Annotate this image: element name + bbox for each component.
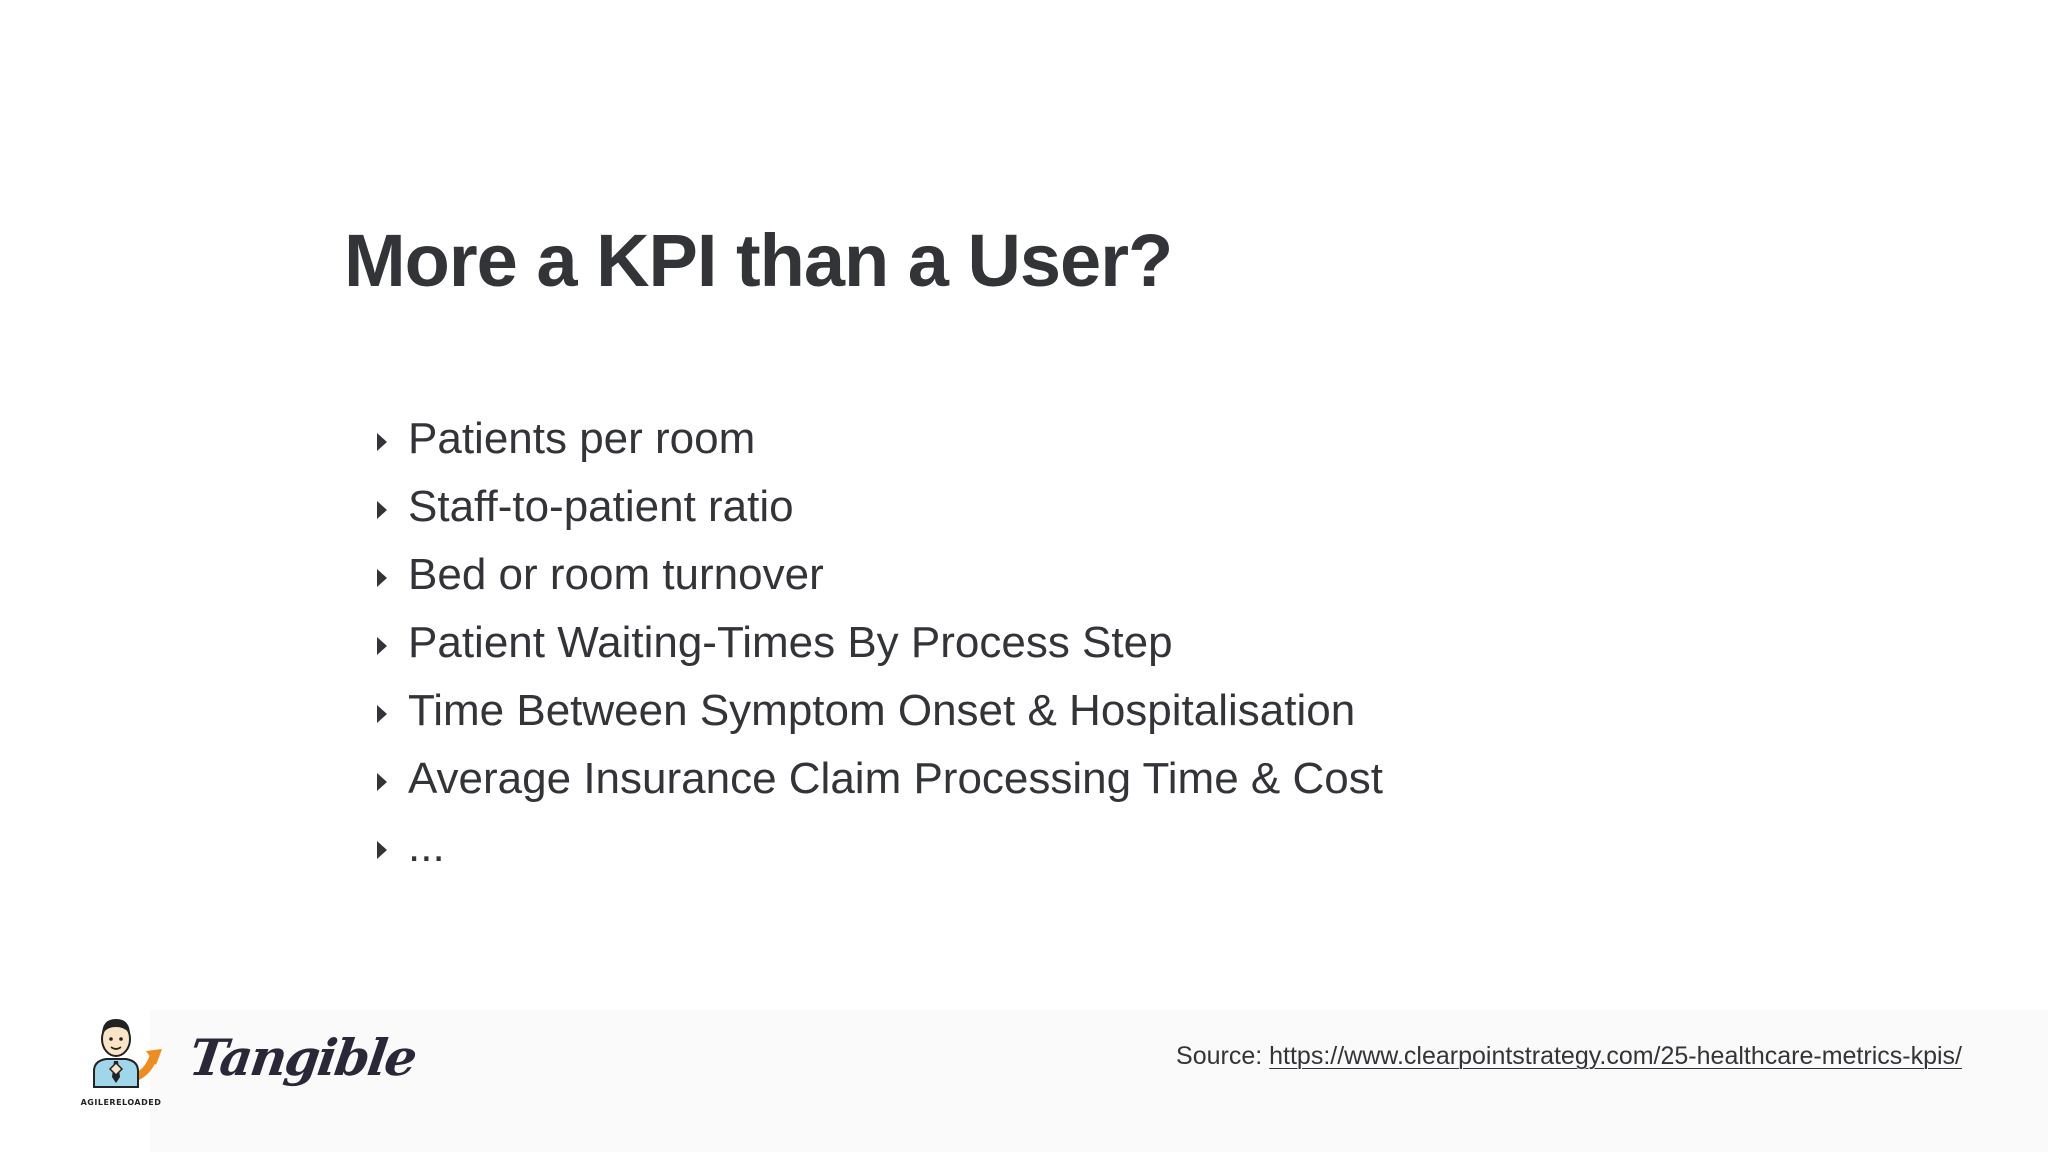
bullet-item bbox=[372, 813, 1383, 881]
bullet-item bbox=[372, 405, 1383, 473]
triangle-right-icon bbox=[377, 501, 387, 519]
bullet-list bbox=[372, 405, 1383, 881]
triangle-right-icon bbox=[377, 705, 387, 723]
bullet-text: Patient Waiting-Times By Process Step bbox=[408, 618, 1173, 667]
bullet-item bbox=[372, 473, 1383, 541]
bullet-text: Average Insurance Claim Processing Time & Cost bbox=[408, 754, 1383, 803]
agilereloaded-logo bbox=[76, 1005, 166, 1107]
source-citation bbox=[1176, 1042, 1962, 1071]
source-label: Source: bbox=[1176, 1042, 1270, 1070]
bullet-text: ... bbox=[408, 822, 445, 871]
triangle-right-icon bbox=[377, 637, 387, 655]
agilereloaded-mascot-icon bbox=[76, 1005, 166, 1095]
triangle-right-icon bbox=[377, 569, 387, 587]
triangle-right-icon bbox=[377, 773, 387, 791]
agilereloaded-logo-text: AGILERELOADED bbox=[80, 1098, 162, 1107]
footer-bar bbox=[150, 1010, 2048, 1152]
triangle-right-icon bbox=[377, 841, 387, 859]
bullet-text: Time Between Symptom Onset & Hospitalisation bbox=[408, 686, 1356, 735]
bullet-text: Patients per room bbox=[408, 414, 756, 463]
bullet-item bbox=[372, 541, 1383, 609]
slide-title: More a KPI than a User? bbox=[344, 219, 1173, 302]
bullet-text: Staff-to-patient ratio bbox=[408, 482, 794, 531]
triangle-right-icon bbox=[377, 433, 387, 451]
bullet-item bbox=[372, 745, 1383, 813]
tangible-logo: Tangible bbox=[185, 1028, 420, 1087]
bullet-item bbox=[372, 677, 1383, 745]
bullet-text: Bed or room turnover bbox=[408, 550, 824, 599]
bullet-item bbox=[372, 609, 1383, 677]
source-link[interactable]: https://www.clearpointstrategy.com/25-healthcare-metrics-kpis/ bbox=[1269, 1042, 1962, 1070]
